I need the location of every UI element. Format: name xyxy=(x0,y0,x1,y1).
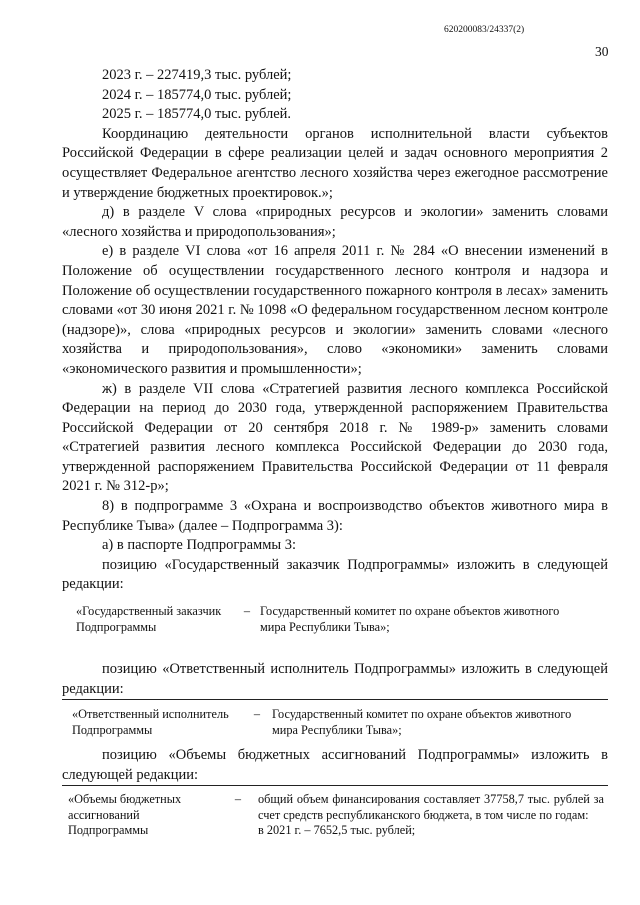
spacer xyxy=(62,635,608,660)
customer-dash: – xyxy=(243,604,251,619)
budget-year-line: в 2021 г. – 7652,5 тыс. рублей; xyxy=(258,823,416,838)
budget-dash: – xyxy=(234,792,242,807)
executor-table xyxy=(72,707,608,738)
item-a-paragraph: а) в паспорте Подпрограммы 3: xyxy=(102,537,297,554)
divider xyxy=(62,699,608,700)
customer-table xyxy=(76,604,608,635)
budget-label: «Объемы бюджетных ассигнований Подпрограммы xyxy=(68,792,182,838)
customer-position-paragraph: позицию «Государственный заказчик Подпрограммы» изложить в следующей редакции: xyxy=(62,556,608,593)
customer-value: Государственный комитет по охране объектов животного мира Республики Тыва»; xyxy=(260,604,560,634)
item-8-paragraph: 8) в подпрограмме 3 «Охрана и воспроизводство объектов животного мира в Республике Тыва» (далее – Подпрограмма 3): xyxy=(62,498,608,534)
year-2023-line: 2023 г. – 227419,3 тыс. рублей; xyxy=(102,67,292,83)
budget-value: общий объем финансирования составляет 37758,7 тыс. рублей за счет средств республиканского бюджета, в том числе по годам: xyxy=(258,792,604,822)
coordination-paragraph: Координацию деятельности органов исполнительной власти субъектов Российской Федерации в сфере реализации целей и задач основного мероприятия 2 осуществляет Федеральное агентство лесного хозяйства через ежегодное рассмотрение и утверждение бюджетных проектировок.»; xyxy=(62,125,608,201)
year-2025-line: 2025 г. – 185774,0 тыс. рублей. xyxy=(102,106,292,123)
budget-table xyxy=(68,792,608,839)
year-2024-line: 2024 г. – 185774,0 тыс. рублей; xyxy=(102,86,292,103)
executor-value: Государственный комитет по охране объектов животного мира Республики Тыва»; xyxy=(272,707,572,737)
budget-value-block xyxy=(258,792,608,839)
document-body xyxy=(62,66,608,839)
executor-dash: – xyxy=(253,707,261,722)
page-number: 30 xyxy=(595,44,609,59)
item-zh-paragraph: ж) в разделе VII слова «Стратегией развития лесного комплекса Российской Федерации на период до 2030 года, утвержденной распоряжением Правительства Российской Федерации от 20 сентября 2018 г. № 1989-р» заменить словами «Стратегией развития лесного комплекса Российской Федерации до 2030 года, утвержденной распоряжением Правительства Российской Федерации от 11 февраля 2021 г. № 312-р»; xyxy=(62,380,608,495)
executor-position-paragraph: позицию «Ответственный исполнитель Подпрограммы» изложить в следующей редакции: xyxy=(62,661,608,697)
spacer xyxy=(62,738,608,746)
customer-label: «Государственный заказчик Подпрограммы xyxy=(76,604,222,634)
item-e-paragraph: е) в разделе VI слова «от 16 апреля 2011 г. № 284 «О внесении изменений в Положение об осуществлении государственного лесного контроля и надзора и Положение об осуществлении государственного пожарного контроля в лесах» заменить словами «от 30 июня 2021 г. № 1098 «О федеральном государственном лесном контроле (надзоре)», слова «природных ресурсов и экологии» заменить словами «лесного хозяйства и природопользования», слово «экономики» заменить словами «экономического развития и промышленности»; xyxy=(62,243,608,377)
budget-position-paragraph: позицию «Объемы бюджетных ассигнований Подпрограммы» изложить в следующей редакции: xyxy=(62,747,608,783)
divider xyxy=(62,785,608,786)
item-d-paragraph: д) в разделе V слова «природных ресурсов и экологии» заменить словами «лесного хозяйства и природопользования»; xyxy=(62,204,608,240)
executor-label: «Ответственный исполнитель Подпрограммы xyxy=(72,707,229,737)
document-id: 620200083/24337(2) xyxy=(444,25,525,35)
